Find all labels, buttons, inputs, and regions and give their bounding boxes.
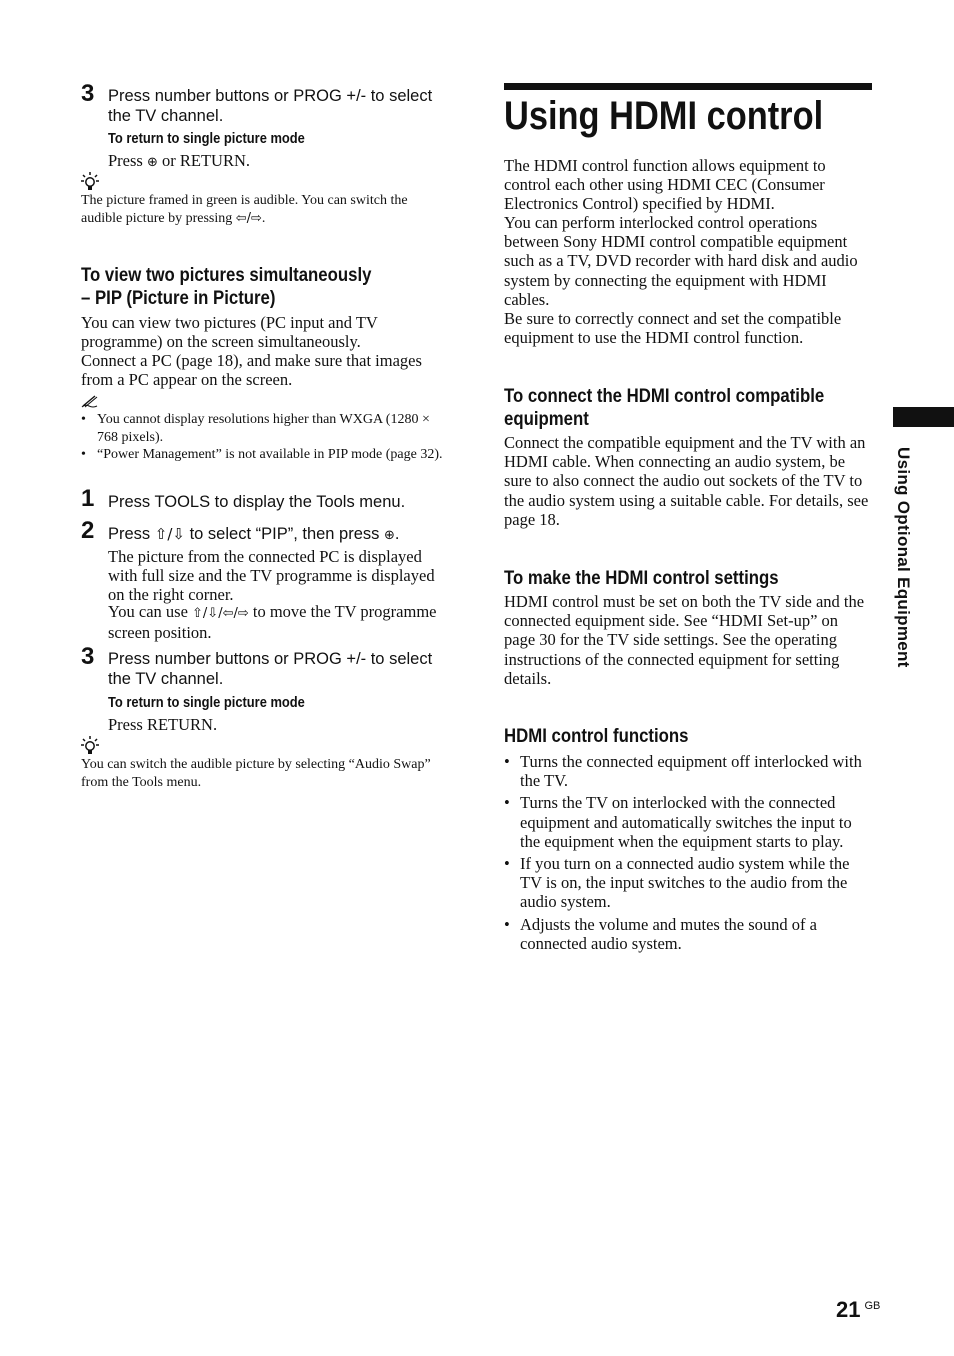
step-text: Press number buttons or PROG +/- to select the TV channel.: [108, 650, 433, 688]
section-tab-label: Using Optional Equipment: [894, 447, 913, 668]
step-number: 3: [81, 80, 95, 107]
step-number: 3: [81, 643, 95, 670]
step-text: Press TOOLS to display the Tools menu.: [108, 493, 406, 511]
section-heading: HDMI control functions: [504, 725, 689, 747]
tip-icon: [81, 736, 99, 756]
step-text: Press ⇧/⇩ to select “PIP”, then press ⊕.: [108, 525, 400, 543]
left-right-arrow-icons: ⇦/⇨: [235, 210, 262, 226]
section-heading: To connect the HDMI control compatible equipment: [504, 385, 825, 430]
page-title: Using HDMI control: [504, 94, 824, 138]
sub-heading: To return to single picture mode: [108, 130, 305, 147]
page-number: 21 $^{GB}$: [836, 1297, 881, 1322]
enter-button-icon: ⊕: [146, 155, 158, 170]
step-number: 1: [81, 485, 95, 512]
sub-text: Press RETURN.: [108, 715, 218, 734]
paragraph: You can perform interlocked control operations between Sony HDMI control compatible equipment such as a TV, DVD recorder with hard disk and audio system by connecting the equipment with HDMI cables.: [504, 213, 858, 309]
list-item: • Adjusts the volume and mutes the sound of a connected audio system.: [504, 915, 872, 953]
list-item: • You cannot display resolutions higher than WXGA (1280 × 768 pixels).: [81, 411, 451, 446]
step-detail: You can use ⇧/⇩/⇦/⇨ to move the TV programme screen position.: [108, 602, 437, 643]
paragraph: The HDMI control function allows equipment to control each other using HDMI CEC (Consumer Electronics Control) specified by HDMI.: [504, 156, 826, 214]
list-item: • Turns the connected equipment off interlocked with the TV.: [504, 752, 872, 790]
functions-list: [504, 752, 872, 953]
tip-text: The picture framed in green is audible. You can switch the audible picture by pressing ⇦/⇨.: [81, 193, 408, 226]
note-list: [81, 411, 451, 464]
arrow-keys-icons: ⇧/⇩/⇦/⇨: [192, 606, 249, 621]
note-pencil-icon: [81, 394, 99, 408]
section-tab-marker: [893, 407, 954, 427]
section-heading: To make the HDMI control settings: [504, 567, 779, 589]
list-item: • If you turn on a connected audio system while the TV is on, the input switches to the audio from the audio system.: [504, 854, 872, 912]
paragraph: HDMI control must be set on both the TV side and the connected equipment side. See “HDMI Set-up” on page 30 for the TV side settings. See the operating instructions of the connected equipment for setting details.: [504, 592, 865, 688]
sub-text: Press ⊕ or RETURN.: [108, 151, 250, 170]
section-heading: To view two pictures simultaneously – PIP (Picture in Picture): [81, 264, 372, 309]
title-rule: [504, 83, 872, 90]
paragraph: Connect a PC (page 18), and make sure that images from a PC appear on the screen.: [81, 351, 422, 390]
up-down-arrow-icons: ⇧/⇩: [154, 525, 185, 543]
tip-icon: [81, 172, 99, 192]
step-detail: The picture from the connected PC is displayed with full size and the TV programme is displayed on the right corner.: [108, 547, 435, 605]
enter-button-icon: ⊕: [384, 528, 395, 543]
list-item: • Turns the TV on interlocked with the connected equipment and automatically switches the input to the equipment when the equipment starts to play.: [504, 793, 872, 851]
step-text: Press number buttons or PROG +/- to select the TV channel.: [108, 87, 433, 125]
paragraph: Connect the compatible equipment and the TV with an HDMI cable. When connecting an audio system, be sure to also connect the audio out sockets of the TV to the audio system using a suitable cable. For details, see page 18.: [504, 433, 869, 529]
paragraph: Be sure to correctly connect and set the compatible equipment to use the HDMI control function.: [504, 309, 842, 348]
sub-heading: To return to single picture mode: [108, 694, 305, 711]
list-item: • “Power Management” is not available in PIP mode (page 32).: [81, 446, 451, 464]
step-number: 2: [81, 517, 95, 544]
tip-text: You can switch the audible picture by selecting “Audio Swap” from the Tools menu.: [81, 757, 431, 790]
paragraph: You can view two pictures (PC input and TV programme) on the screen simultaneously.: [81, 313, 378, 352]
